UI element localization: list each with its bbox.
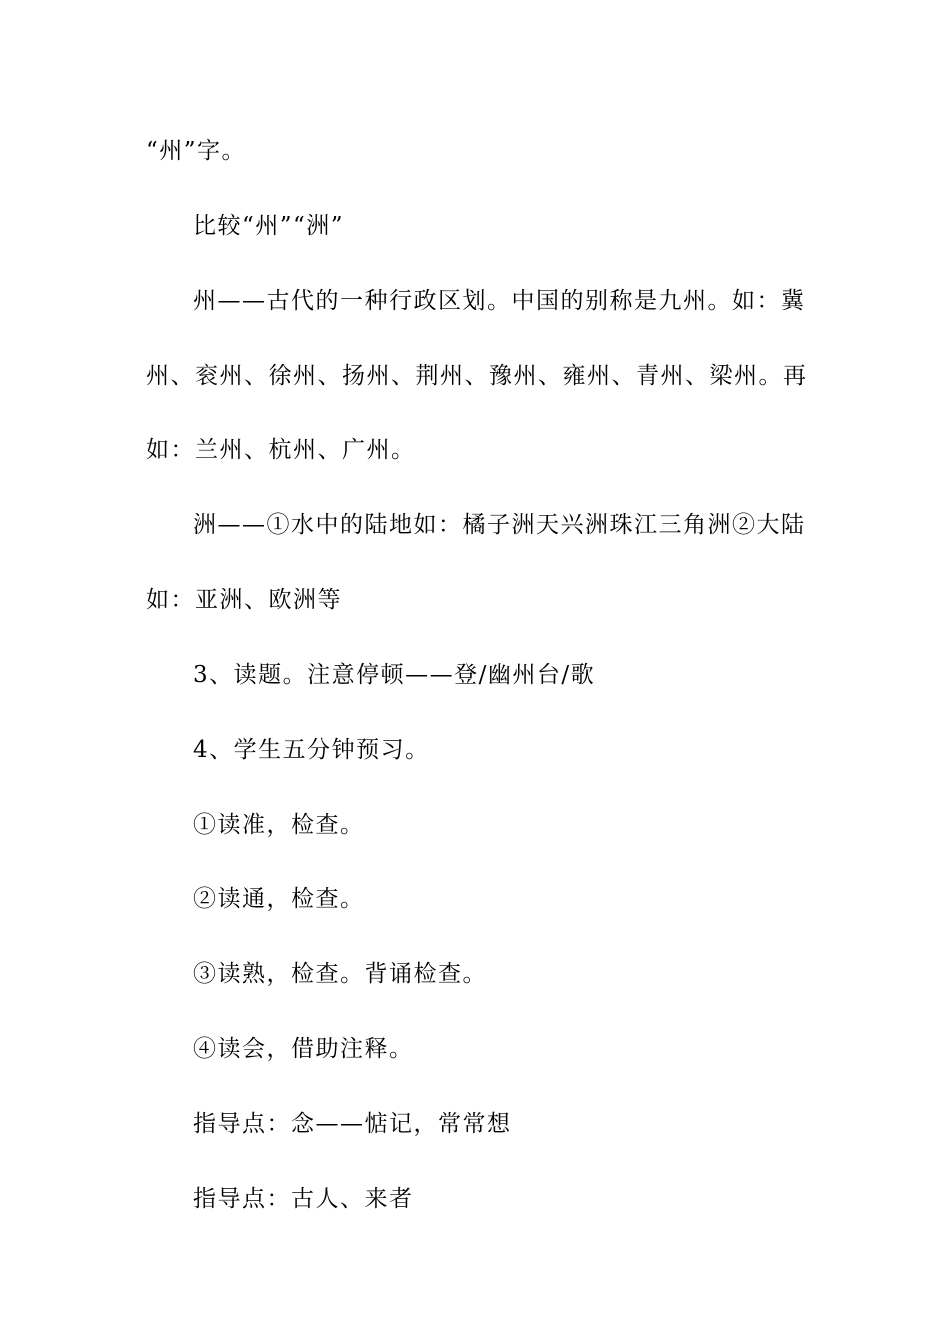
text-line-read-fluently: ②读通，检查。	[193, 886, 365, 912]
text-line-continent-examples: 如：亚洲、欧洲等	[146, 587, 342, 613]
text-line-read-understand: ④读会，借助注释。	[193, 1036, 414, 1062]
text-line-read-accurately: ①读准，检查。	[193, 812, 365, 838]
text-line-zhou-definition: 州——古代的一种行政区划。中国的别称是九州。如：冀	[193, 288, 806, 314]
text-line-step-3: 3、读题。注意停顿——登/幽州台/歌	[193, 662, 596, 688]
text-line-step-4: 4、学生五分钟预习。	[193, 737, 430, 763]
text-line-read-familiar: ③读熟，检查。背诵检查。	[193, 961, 487, 987]
text-line-guidance-ancients: 指导点：古人、来者	[193, 1186, 414, 1212]
text-line-zhou-examples: 如：兰州、杭州、广州。	[146, 437, 416, 463]
text-line-guidance-nian: 指导点：念——惦记，常常想	[193, 1111, 512, 1137]
text-line-zhou-char: “州”字。	[146, 138, 247, 164]
text-line-compare: 比较“州”“洲”	[193, 213, 345, 239]
text-line-zhou-list: 州、衮州、徐州、扬州、荆州、豫州、雍州、青州、梁州。再	[146, 363, 808, 389]
text-line-zhou-water-definition: 洲——①水中的陆地如：橘子洲天兴洲珠江三角洲②大陆	[193, 512, 806, 538]
